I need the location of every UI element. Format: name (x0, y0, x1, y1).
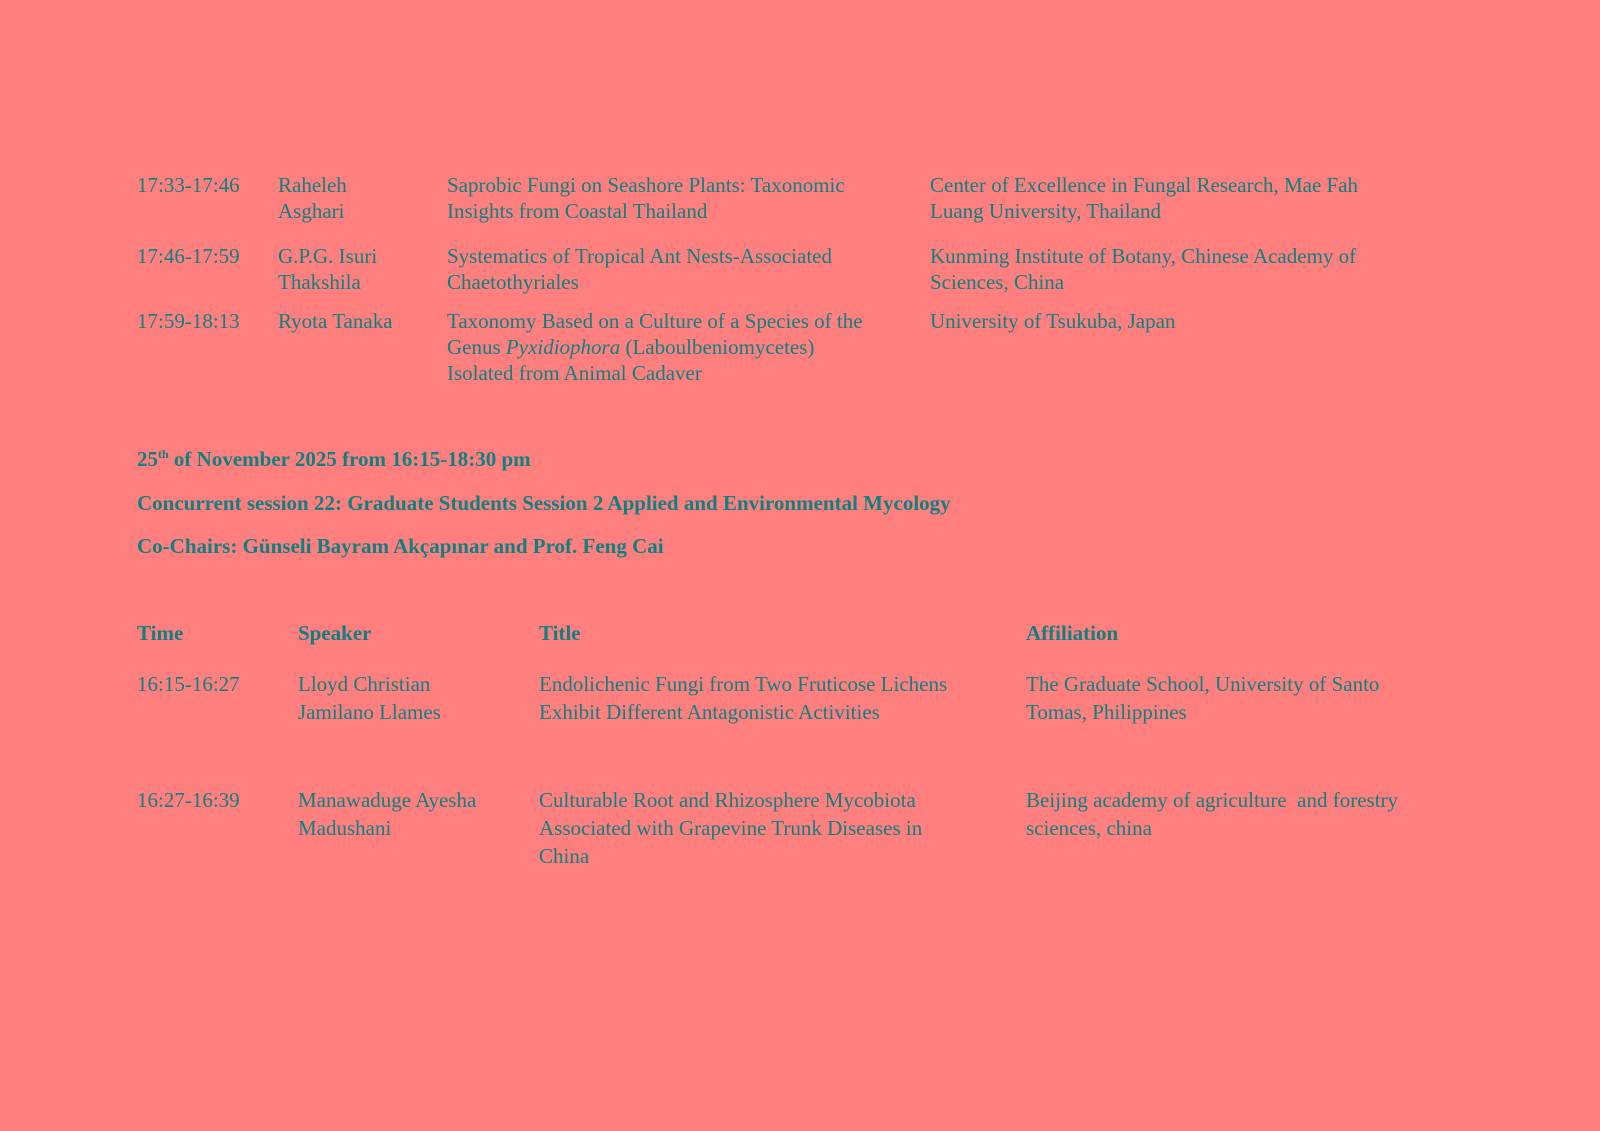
date-rest: of November 2025 from 16:15-18:30 pm (168, 447, 531, 471)
affiliation-line: The Graduate School, University of Santo (1026, 672, 1380, 696)
date-ordinal: th (158, 447, 169, 461)
session-title: Concurrent session 22: Graduate Students Session 2 Applied and Environmental Mycology (137, 491, 951, 515)
speaker-line: Madushani (298, 816, 392, 840)
affiliation-line: University of Tsukuba, Japan (930, 309, 1176, 333)
speaker-cell (278, 172, 438, 224)
column-header-speaker: Speaker (298, 621, 372, 645)
column-header-affiliation: Affiliation (1026, 621, 1119, 645)
title-line: Isolated from Animal Cadaver (447, 361, 702, 385)
speaker-cell (298, 786, 528, 842)
session-date (137, 446, 531, 472)
affiliation-line: Luang University, Thailand (930, 199, 1161, 223)
affiliation-cell (1026, 670, 1476, 726)
affiliation-line: Beijing academy of agriculture and forestry (1026, 788, 1399, 812)
date-day: 25 (137, 447, 158, 471)
speaker-line: Asghari (278, 199, 345, 223)
speaker-line: Jamilano Llames (298, 700, 441, 724)
title-line (447, 334, 917, 360)
title-line: Chaetothyriales (447, 270, 579, 294)
co-chairs: Co-Chairs: Günseli Bayram Akçapınar and Prof. Feng Cai (137, 534, 664, 558)
time-cell: 17:59-18:13 (137, 309, 240, 333)
affiliation-cell (930, 243, 1490, 295)
affiliation-cell (930, 308, 1490, 334)
affiliation-line: Kunming Institute of Botany, Chinese Academy of (930, 244, 1357, 268)
speaker-line: Raheleh (278, 173, 347, 197)
title-cell (447, 308, 917, 386)
speaker-line: Thakshila (278, 270, 361, 294)
title-cell (447, 243, 917, 295)
title-line: Endolichenic Fungi from Two Fruticose Lichens (539, 672, 948, 696)
affiliation-line: sciences, china (1026, 816, 1152, 840)
speaker-cell (278, 308, 438, 334)
speaker-line: Lloyd Christian (298, 672, 431, 696)
affiliation-line: Tomas, Philippines (1026, 700, 1187, 724)
title-line: Taxonomy Based on a Culture of a Species of the (447, 309, 863, 333)
affiliation-line: Sciences, China (930, 270, 1065, 294)
genus-name: Pyxidiophora (505, 335, 621, 359)
title-line: Insights from Coastal Thailand (447, 199, 708, 223)
time-cell: 17:46-17:59 (137, 244, 240, 268)
affiliation-cell (930, 172, 1490, 224)
column-header-title: Title (539, 621, 581, 645)
speaker-line: Manawaduge Ayesha (298, 788, 477, 812)
column-header-time: Time (137, 621, 184, 645)
title-cell (539, 786, 1009, 870)
time-cell: 16:27-16:39 (137, 788, 240, 812)
affiliation-cell (1026, 786, 1476, 842)
speaker-line: G.P.G. Isuri (278, 244, 378, 268)
title-line: Associated with Grapevine Trunk Diseases in (539, 816, 923, 840)
title-cell (447, 172, 917, 224)
title-line: China (539, 844, 590, 868)
title-line: Culturable Root and Rhizosphere Mycobiota (539, 788, 916, 812)
affiliation-line: Center of Excellence in Fungal Research, Mae Fah (930, 173, 1359, 197)
title-text: Genus (447, 335, 506, 359)
title-line: Exhibit Different Antagonistic Activities (539, 700, 880, 724)
speaker-cell (278, 243, 438, 295)
title-line: Saprobic Fungi on Seashore Plants: Taxonomic (447, 173, 845, 197)
title-cell (539, 670, 1009, 726)
title-line: Systematics of Tropical Ant Nests-Associated (447, 244, 832, 268)
time-cell: 16:15-16:27 (137, 672, 240, 696)
speaker-line: Ryota Tanaka (278, 309, 393, 333)
time-cell: 17:33-17:46 (137, 173, 240, 197)
speaker-cell (298, 670, 528, 726)
title-text: (Laboulbeniomycetes) (620, 335, 815, 359)
